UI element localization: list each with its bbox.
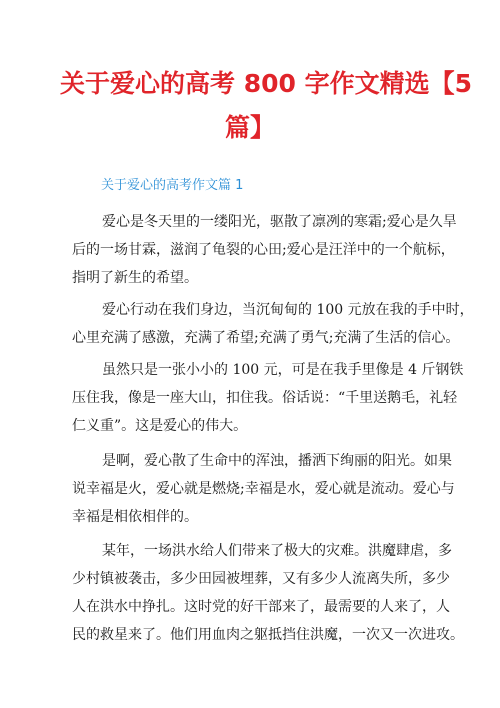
paragraph-line: 幸福是相依相伴的。 bbox=[72, 509, 198, 525]
paragraph-line: 爱心行动在我们身边，当沉甸甸的 100 元放在我的手中时， bbox=[102, 302, 474, 318]
title-line-1: 关于爱心的高考 800 字作文精选【5 bbox=[60, 69, 472, 98]
paragraph-line: 某年，一场洪水给人们带来了极大的灾难。洪魔肆虐，多 bbox=[102, 543, 452, 559]
document-title bbox=[60, 62, 472, 150]
section-heading: 关于爱心的高考作文篇 1 bbox=[101, 178, 244, 193]
paragraph-line: 压住我，像是一座大山，扣住我。俗话说：“千里送鹅毛，礼轻 bbox=[72, 390, 458, 406]
paragraph-2 bbox=[72, 296, 474, 352]
paragraph-line: 虽然只是一张小小的 100 元，可是在我手里像是 4 斤钢铁 bbox=[102, 362, 464, 378]
title-line-2: 篇】 bbox=[224, 113, 275, 142]
paragraph-line: 是啊，爱心散了生命中的浑浊，播洒下绚丽的阳光。如果 bbox=[102, 453, 452, 469]
paragraph-line: 说幸福是火，爱心就是燃烧;幸福是水，爱心就是流动。爱心与 bbox=[72, 481, 455, 497]
paragraph-line: 仁义重”。这是爱心的伟大。 bbox=[72, 418, 248, 434]
paragraph-1 bbox=[72, 208, 457, 292]
paragraph-line: 民的救星来了。他们用血肉之躯抵挡住洪魔，一次又一次进攻。 bbox=[72, 627, 464, 643]
paragraph-line: 少村镇被袭击，多少田园被埋葬，又有多少人流离失所，多少 bbox=[72, 571, 450, 587]
paragraph-line: 心里充满了感激，充满了希望;充满了勇气;充满了生活的信心。 bbox=[72, 330, 460, 346]
paragraph-5 bbox=[72, 537, 464, 649]
paragraph-4 bbox=[72, 447, 455, 531]
paragraph-3 bbox=[72, 356, 464, 440]
paragraph-line: 指明了新生的希望。 bbox=[72, 270, 198, 286]
paragraph-line: 爱心是冬天里的一缕阳光，驱散了凛冽的寒霜;爱心是久旱 bbox=[102, 214, 457, 230]
paragraph-line: 后的一场甘霖，滋润了龟裂的心田;爱心是汪洋中的一个航标， bbox=[72, 242, 455, 258]
paragraph-line: 人在洪水中挣扎。这时党的好干部来了，最需要的人来了，人 bbox=[72, 599, 450, 615]
